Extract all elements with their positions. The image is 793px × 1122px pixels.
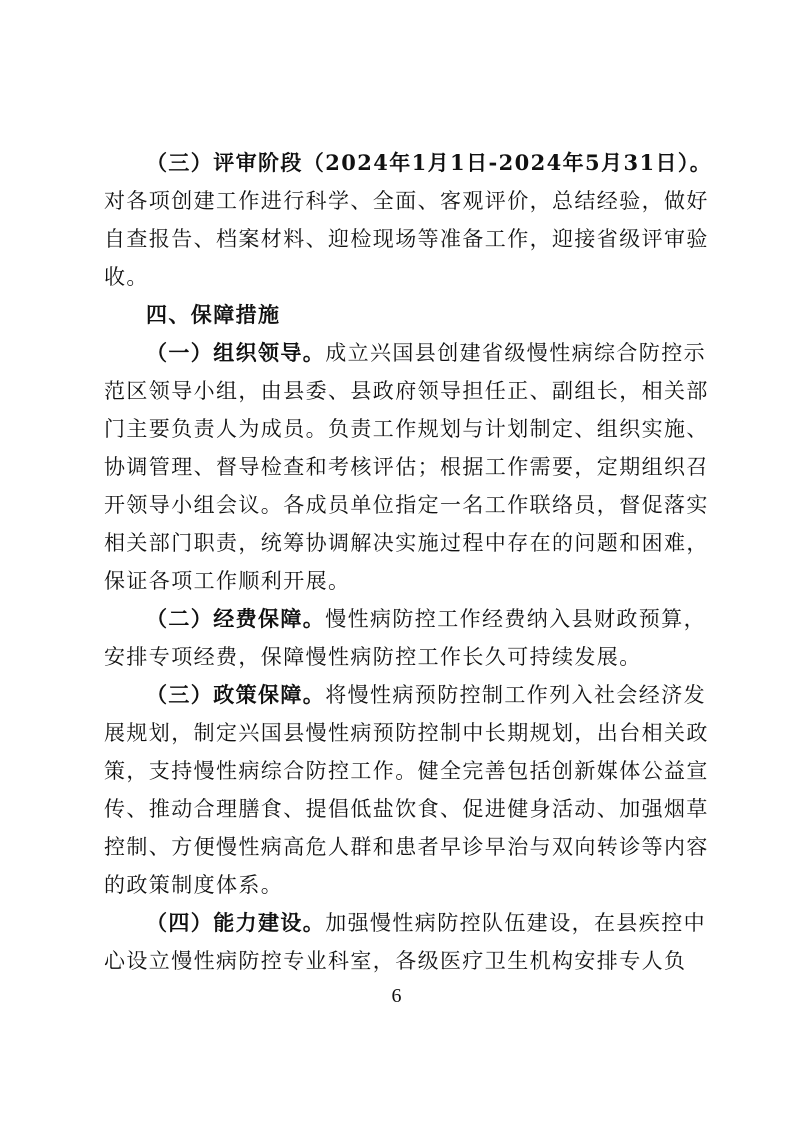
measure-organization-title: （一）组织领导。 [146, 340, 326, 365]
paragraph-line: 收。 [104, 265, 149, 289]
measure-capacity-first-line [146, 908, 707, 938]
measure-funding-title: （二）经费保障。 [146, 606, 326, 631]
paragraph-text: 成立兴国县创建省级慢性病综合防控示 [325, 341, 707, 365]
paragraph-line: 策，支持慢性病综合防控工作。健全完善包括创新媒体公益宣 [104, 759, 709, 783]
paragraph-text: 慢性病防控工作经费纳入县财政预算， [325, 607, 707, 631]
paragraph-line: 心设立慢性病防控专业科室，各级医疗卫生机构安排专人负 [104, 949, 687, 973]
paragraph-line: 保证各项工作顺利开展。 [104, 569, 351, 593]
paragraph-line: 相关部门职责，统筹协调解决实施过程中存在的问题和困难， [104, 531, 709, 555]
stage3-heading: （三）评审阶段（2024年1月1日-2024年5月31日）。 [146, 150, 713, 175]
measure-capacity-title: （四）能力建设。 [146, 910, 326, 935]
paragraph-line: 开领导小组会议。各成员单位指定一名工作联络员，督促落实 [104, 493, 709, 517]
paragraph-line: 自查报告、档案材料、迎检现场等准备工作，迎接省级评审验 [104, 227, 709, 251]
paragraph-line: 的政策制度体系。 [104, 873, 284, 897]
page-number: 6 [391, 985, 402, 1007]
measure-policy-first-line [146, 680, 707, 710]
paragraph-line: 传、推动合理膳食、提倡低盐饮食、促进健身活动、加强烟草 [104, 797, 709, 821]
paragraph-text: 加强慢性病防控队伍建设，在县疾控中 [325, 911, 707, 935]
paragraph-line: 控制、方便慢性病高危人群和患者早诊早治与双向转诊等内容 [104, 835, 709, 859]
paragraph-line: 协调管理、督导检查和考核评估；根据工作需要，定期组织召 [104, 455, 709, 479]
paragraph-line: 范区领导小组，由县委、县政府领导担任正、副组长，相关部 [104, 379, 709, 403]
paragraph-line: 门主要负责人为成员。负责工作规划与计划制定、组织实施、 [104, 417, 709, 441]
paragraph-line: 展规划，制定兴国县慢性病预防控制中长期规划，出台相关政 [104, 721, 709, 745]
measure-funding-first-line [146, 604, 707, 634]
paragraph-line: 安排专项经费，保障慢性病防控工作长久可持续发展。 [104, 645, 642, 669]
measure-organization-first-line [146, 338, 707, 368]
paragraph-text: 将慢性病预防控制工作列入社会经济发 [325, 683, 707, 707]
section-heading-safeguards: 四、保障措施 [146, 303, 281, 327]
paragraph-line: 对各项创建工作进行科学、全面、客观评价，总结经验，做好 [104, 189, 709, 213]
measure-policy-title: （三）政策保障。 [146, 682, 326, 707]
